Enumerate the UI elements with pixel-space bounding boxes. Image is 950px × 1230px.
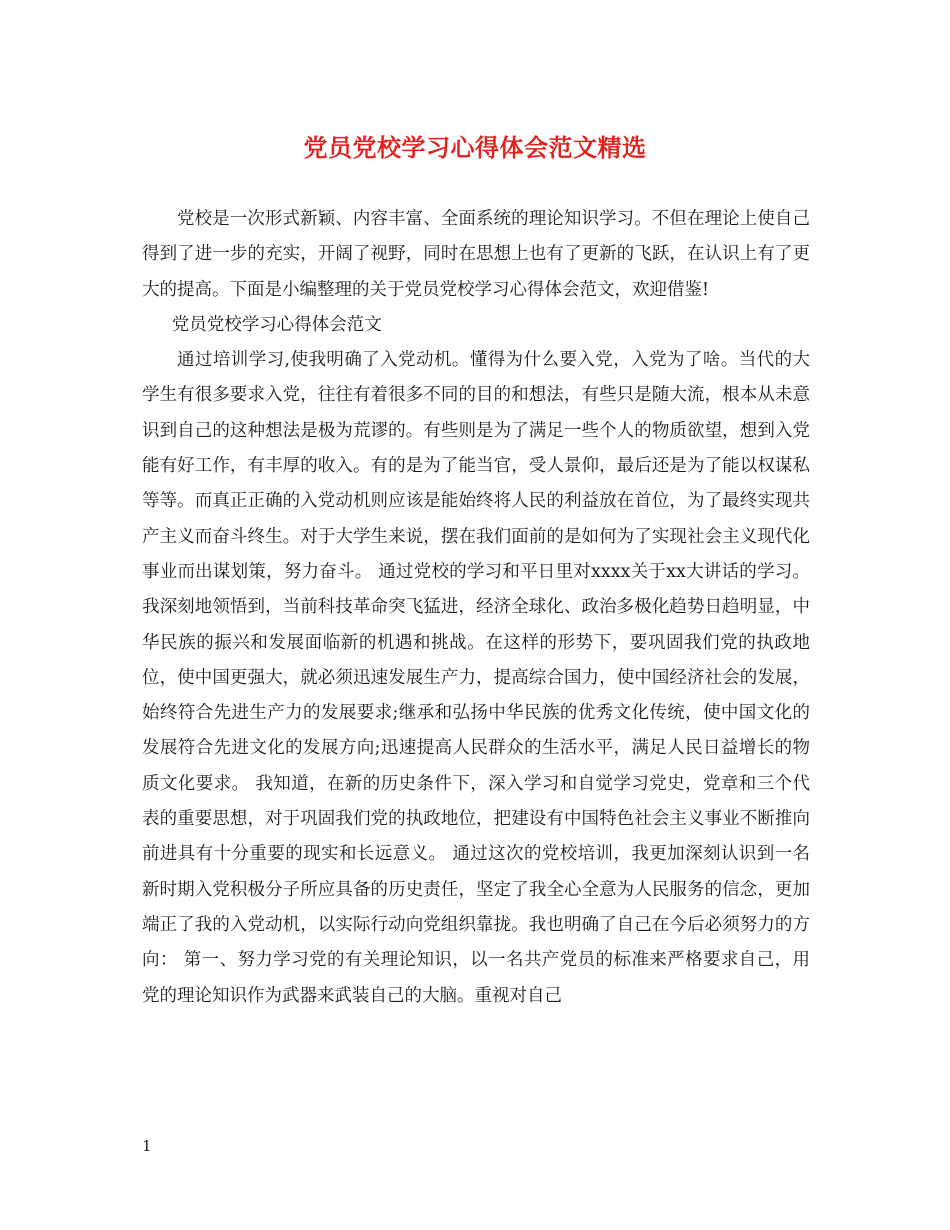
document-body xyxy=(142,202,810,1014)
section-heading: 党员党校学习心得体会范文 xyxy=(171,314,382,335)
intro-paragraph: 党校是一次形式新颖、内容丰富、全面系统的理论知识学习。不但在理论上使自己得到了进一步的充实，开阔了视野，同时在思想上也有了更新的飞跃，在认识上有了更大的提高。下面是小编整理的关于党员党校学习心得体会范文，欢迎借鉴! xyxy=(142,209,810,300)
document-title: 党员党校学习心得体会范文精选 xyxy=(303,133,647,162)
body-paragraph: 通过培训学习,使我明确了入党动机。懂得为什么要入党，入党为了啥。当代的大学生有很多要求入党，往往有着很多不同的目的和想法，有些只是随大流，根本从未意识到自己的这种想法是极为荒谬的。有些则是为了满足一些个人的物质欲望，想到入党能有好工作，有丰厚的收入。有的是为了能当官，受人景仰，最后还是为了能以权谋私等等。而真正正确的入党动机则应该是能始终将人民的利益放在首位，为了最终实现共产主义而奋斗终生。对于大学生来说，摆在我们面前的是如何为了实现社会主义现代化事业而出谋划策，努力奋斗。 通过党校的学习和平日里对xxxx关于xx大讲话的学习。我深刻地领悟到，当前科技革命突飞猛进，经济全球化、政治多极化趋势日趋明显，中华民族的振兴和发展面临新的机遇和挑战。在这样的形势下，要巩固我们党的执政地位，使中国更强大，就必须迅速发展生产力，提高综合国力，使中国经济社会的发展，始终符合先进生产力的发展要求;继承和弘扬中华民族的优秀文化传统，使中国文化的发展符合先进文化的发展方向;迅速提高人民群众的生活水平，满足人民日益增长的物质文化要求。 我知道，在新的历史条件下，深入学习和自觉学习党史，党章和三个代表的重要思想，对于巩固我们党的执政地位，把建设有中国特色社会主义事业不断推向前进具有十分重要的现实和长远意义。 通过这次的党校培训，我更加深刻认识到一名新时期入党积极分子所应具备的历史责任，坚定了我全心全意为人民服务的信念，更加端正了我的入党动机，以实际行动向党组织靠拢。我也明确了自己在今后必须努力的方向： 第一、努力学习党的有关理论知识，以一名共产党员的标准来严格要求自己，用党的理论知识作为武器来武装自己的大脑。重视对自己 xyxy=(142,350,810,1006)
page-number: 1 xyxy=(142,1137,152,1155)
